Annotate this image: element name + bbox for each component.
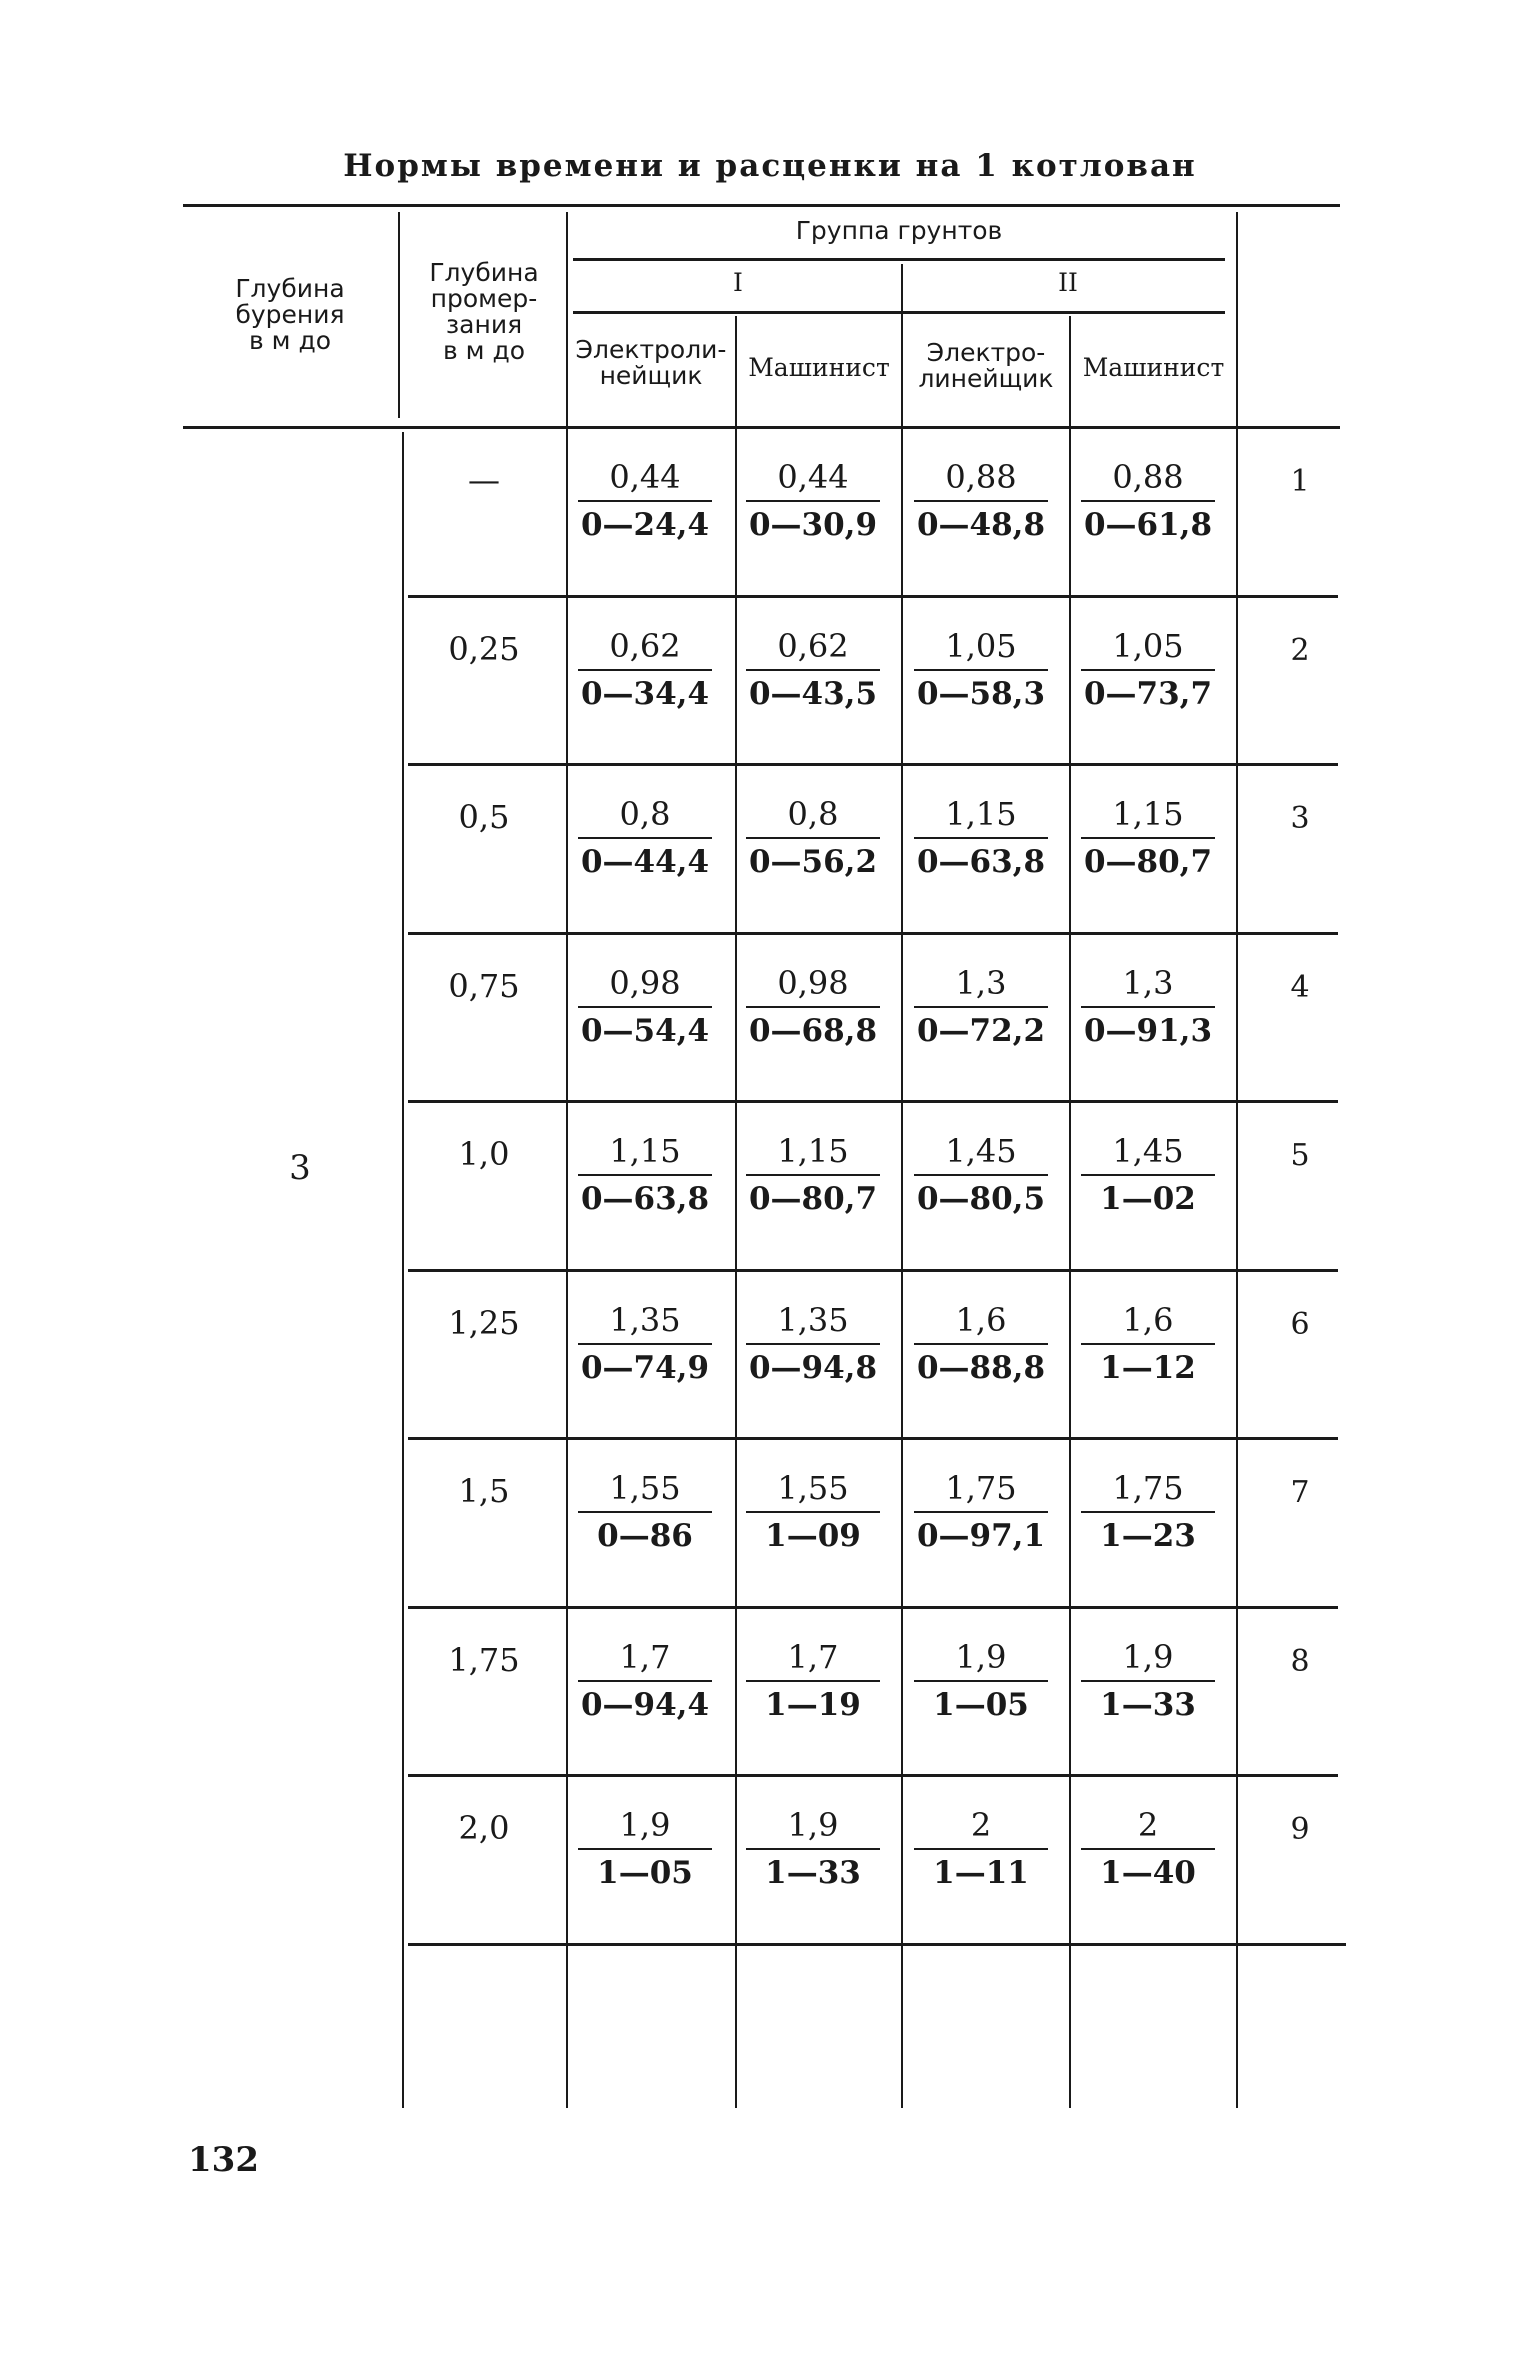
freeze-depth-cell: 0,5 <box>458 798 510 836</box>
norm-rate-cell <box>906 627 1056 713</box>
norm-rate-cell <box>738 964 888 1050</box>
time-norm: 1,3 <box>955 963 1007 1002</box>
row-number: 5 <box>1290 1138 1310 1173</box>
time-norm: 1,35 <box>777 1300 849 1339</box>
rate-price: 0—94,8 <box>748 1349 878 1386</box>
row-separator <box>408 1269 1338 1272</box>
time-norm: 1,9 <box>955 1637 1007 1676</box>
norm-rate-cell <box>1073 1132 1223 1218</box>
row-number: 6 <box>1290 1306 1310 1342</box>
table-top-rule <box>183 204 1340 207</box>
time-norm: 0,8 <box>787 795 839 833</box>
rate-price: 1—09 <box>765 1518 861 1554</box>
norm-rate-cell <box>738 627 888 713</box>
header-bottom-rule <box>183 426 1340 429</box>
rate-price: 0—63,8 <box>916 844 1046 880</box>
time-norm: 1,55 <box>609 1469 681 1507</box>
fraction-bar <box>914 1511 1048 1513</box>
fraction-bar <box>1081 1174 1215 1176</box>
rate-price: 0—73,7 <box>1083 675 1213 712</box>
header-divider <box>398 212 400 418</box>
norm-rate-cell <box>570 1638 720 1724</box>
rate-price: 0—61,8 <box>1083 507 1213 543</box>
row-separator <box>408 932 1338 935</box>
time-norm: 0,98 <box>777 963 849 1002</box>
rate-price: 1—02 <box>1100 1181 1196 1217</box>
rate-price: 0—63,8 <box>580 1181 710 1217</box>
rate-price: 0—91,3 <box>1083 1012 1213 1049</box>
freeze-depth-cell: 1,25 <box>448 1303 520 1342</box>
row-separator <box>408 1437 1338 1440</box>
fraction-bar <box>746 1680 880 1682</box>
fraction-bar <box>1081 1680 1215 1682</box>
row-number: 2 <box>1290 632 1310 668</box>
norm-rate-cell <box>570 458 720 544</box>
fraction-bar <box>914 837 1048 839</box>
time-norm: 1,9 <box>787 1806 839 1844</box>
rate-price: 0—97,1 <box>916 1518 1046 1554</box>
rate-price: 0—58,3 <box>916 675 1046 712</box>
page-title: Нормы времени и расценки на 1 котлован <box>343 148 1197 184</box>
rate-price: 1—33 <box>765 1855 861 1891</box>
fraction-bar <box>578 1343 712 1345</box>
norm-rate-cell <box>570 964 720 1050</box>
fraction-bar <box>1081 1511 1215 1513</box>
norm-rate-cell <box>738 1301 888 1387</box>
time-norm: 0,62 <box>777 626 849 665</box>
group-subheader-rule <box>573 311 1225 314</box>
freeze-depth-cell: 0,25 <box>448 629 520 668</box>
time-norm: 0,62 <box>609 626 681 665</box>
fraction-bar <box>746 669 880 671</box>
time-norm: 1,6 <box>955 1300 1007 1339</box>
row-number: 3 <box>1290 801 1310 836</box>
norm-rate-cell <box>1073 1638 1223 1724</box>
freeze-depth-cell: 1,0 <box>458 1135 510 1173</box>
norm-rate-cell <box>738 795 888 881</box>
time-norm: 2 <box>970 1806 992 1844</box>
time-norm: 1,15 <box>1112 795 1184 833</box>
norm-rate-cell <box>570 1132 720 1218</box>
rate-price: 0—74,9 <box>580 1349 710 1386</box>
rate-price: 0—30,9 <box>748 507 878 543</box>
fraction-bar <box>578 1511 712 1513</box>
norm-rate-cell <box>906 795 1056 881</box>
fraction-bar <box>1081 500 1215 502</box>
fraction-bar <box>914 1343 1048 1345</box>
rate-price: 0—80,7 <box>748 1181 878 1217</box>
fraction-bar <box>578 1174 712 1176</box>
freeze-depth-cell: 2,0 <box>458 1809 510 1847</box>
rate-price: 0—80,5 <box>916 1181 1046 1217</box>
time-norm: 1,3 <box>1122 963 1174 1002</box>
row-separator <box>408 1100 1338 1103</box>
fraction-bar <box>914 1680 1048 1682</box>
rate-price: 1—19 <box>765 1686 861 1723</box>
norm-rate-cell <box>906 1301 1056 1387</box>
fraction-bar <box>578 1848 712 1850</box>
norm-rate-cell <box>738 458 888 544</box>
row-separator <box>408 1774 1338 1777</box>
time-norm: 0,98 <box>609 963 681 1002</box>
rate-price: 1—33 <box>1100 1686 1196 1723</box>
rate-price: 1—05 <box>933 1686 1029 1723</box>
fraction-bar <box>578 669 712 671</box>
row-number: 1 <box>1290 464 1310 499</box>
fraction-bar <box>578 1006 712 1008</box>
fraction-bar <box>914 500 1048 502</box>
rate-price: 0—80,7 <box>1083 844 1213 880</box>
time-norm: 1,15 <box>777 1132 849 1170</box>
time-norm: 0,88 <box>1112 458 1184 496</box>
electrician-header: Электроли- нейщик <box>575 335 727 390</box>
norm-rate-cell <box>570 1301 720 1387</box>
rate-price: 0—44,4 <box>580 844 710 880</box>
fraction-bar <box>746 500 880 502</box>
rate-price: 0—48,8 <box>916 507 1046 543</box>
column-divider <box>735 316 737 2108</box>
fraction-bar <box>746 837 880 839</box>
rate-price: 0—56,2 <box>748 844 878 880</box>
norm-rate-cell <box>1073 458 1223 544</box>
rate-price: 0—68,8 <box>748 1012 878 1049</box>
drill-depth-header: Глубина бурения в м до <box>235 274 345 355</box>
fraction-bar <box>746 1343 880 1345</box>
norm-rate-cell <box>1073 964 1223 1050</box>
rate-price: 0—88,8 <box>916 1349 1046 1386</box>
time-norm: 1,45 <box>1112 1132 1184 1170</box>
time-norm: 0,44 <box>777 458 849 496</box>
row-separator <box>408 1606 1338 1609</box>
norm-rate-cell <box>1073 795 1223 881</box>
fraction-bar <box>746 1006 880 1008</box>
time-norm: 1,05 <box>945 626 1017 665</box>
row-separator <box>408 763 1338 766</box>
fraction-bar <box>578 1680 712 1682</box>
fraction-bar <box>914 669 1048 671</box>
rate-price: 1—23 <box>1100 1518 1196 1554</box>
norm-rate-cell <box>906 1638 1056 1724</box>
row-number: 7 <box>1290 1475 1310 1510</box>
fraction-bar <box>1081 1343 1215 1345</box>
rate-price: 0—24,4 <box>580 507 710 543</box>
group-2-header: II <box>1058 268 1078 297</box>
time-norm: 1,7 <box>619 1637 671 1676</box>
norm-rate-cell <box>906 1469 1056 1555</box>
norm-rate-cell <box>570 1806 720 1892</box>
fraction-bar <box>1081 669 1215 671</box>
rate-price: 1—05 <box>597 1855 693 1891</box>
fraction-bar <box>578 500 712 502</box>
freeze-depth-cell: — <box>468 461 500 499</box>
time-norm: 1,6 <box>1122 1300 1174 1339</box>
time-norm: 0,88 <box>945 458 1017 496</box>
soil-group-header: Группа грунтов <box>795 216 1003 245</box>
norm-rate-cell <box>906 458 1056 544</box>
page-number: 132 <box>188 2140 259 2180</box>
machinist-2-header: Машинист <box>1082 353 1225 382</box>
rate-price: 0—86 <box>597 1518 693 1554</box>
fraction-bar <box>1081 1848 1215 1850</box>
norm-rate-cell <box>1073 1806 1223 1892</box>
row-number: 8 <box>1290 1643 1310 1679</box>
norm-rate-cell <box>1073 1469 1223 1555</box>
drill-depth-value: 3 <box>289 1148 311 1188</box>
freeze-depth-cell: 1,75 <box>448 1640 520 1679</box>
fraction-bar <box>1081 837 1215 839</box>
time-norm: 2 <box>1137 1806 1159 1844</box>
time-norm: 1,9 <box>619 1806 671 1844</box>
norm-rate-cell <box>570 795 720 881</box>
norm-rate-cell <box>906 964 1056 1050</box>
norm-rate-cell <box>738 1806 888 1892</box>
rate-price: 1—11 <box>933 1855 1029 1891</box>
column-divider <box>1236 212 1238 2108</box>
norm-rate-cell <box>738 1469 888 1555</box>
rate-price: 0—72,2 <box>916 1012 1046 1049</box>
row-separator <box>408 1943 1346 1946</box>
time-norm: 1,7 <box>787 1637 839 1676</box>
time-norm: 0,8 <box>619 795 671 833</box>
norm-rate-cell <box>906 1132 1056 1218</box>
time-norm: 1,75 <box>1112 1469 1184 1507</box>
norm-rate-cell <box>1073 1301 1223 1387</box>
rate-price: 0—94,4 <box>580 1686 710 1723</box>
fraction-bar <box>578 837 712 839</box>
norm-rate-cell <box>738 1132 888 1218</box>
norm-rate-cell <box>570 627 720 713</box>
machinist-header: Машинист <box>748 353 890 382</box>
rate-price: 0—34,4 <box>580 675 710 712</box>
column-divider <box>1069 316 1071 2108</box>
time-norm: 1,15 <box>945 795 1017 833</box>
time-norm: 1,9 <box>1122 1637 1174 1676</box>
column-divider <box>402 432 404 2108</box>
column-divider <box>901 264 903 2108</box>
column-divider <box>566 212 568 2108</box>
fraction-bar <box>746 1848 880 1850</box>
fraction-bar <box>914 1174 1048 1176</box>
electrician-2-header: Электро- линейщик <box>918 338 1054 393</box>
group-1-header: I <box>733 268 743 297</box>
fraction-bar <box>1081 1006 1215 1008</box>
row-number: 9 <box>1290 1812 1310 1847</box>
rate-price: 1—12 <box>1100 1349 1196 1386</box>
fraction-bar <box>746 1511 880 1513</box>
row-separator <box>408 595 1338 598</box>
freeze-depth-cell: 1,5 <box>458 1472 510 1510</box>
norm-rate-cell <box>570 1469 720 1555</box>
freeze-depth-header: Глубина промер- зания в м до <box>429 258 539 365</box>
time-norm: 1,45 <box>945 1132 1017 1170</box>
norm-rate-cell <box>1073 627 1223 713</box>
fraction-bar <box>914 1006 1048 1008</box>
soil-group-rule <box>573 258 1225 261</box>
time-norm: 1,15 <box>609 1132 681 1170</box>
time-norm: 1,05 <box>1112 626 1184 665</box>
fraction-bar <box>746 1174 880 1176</box>
time-norm: 1,75 <box>945 1469 1017 1507</box>
norm-rate-cell <box>738 1638 888 1724</box>
rate-price: 0—43,5 <box>748 675 878 712</box>
row-number: 4 <box>1290 969 1310 1005</box>
rate-price: 1—40 <box>1100 1855 1196 1891</box>
fraction-bar <box>914 1848 1048 1850</box>
time-norm: 1,35 <box>609 1300 681 1339</box>
freeze-depth-cell: 0,75 <box>448 966 520 1005</box>
rate-price: 0—54,4 <box>580 1012 710 1049</box>
time-norm: 1,55 <box>777 1469 849 1507</box>
norm-rate-cell <box>906 1806 1056 1892</box>
time-norm: 0,44 <box>609 458 681 496</box>
